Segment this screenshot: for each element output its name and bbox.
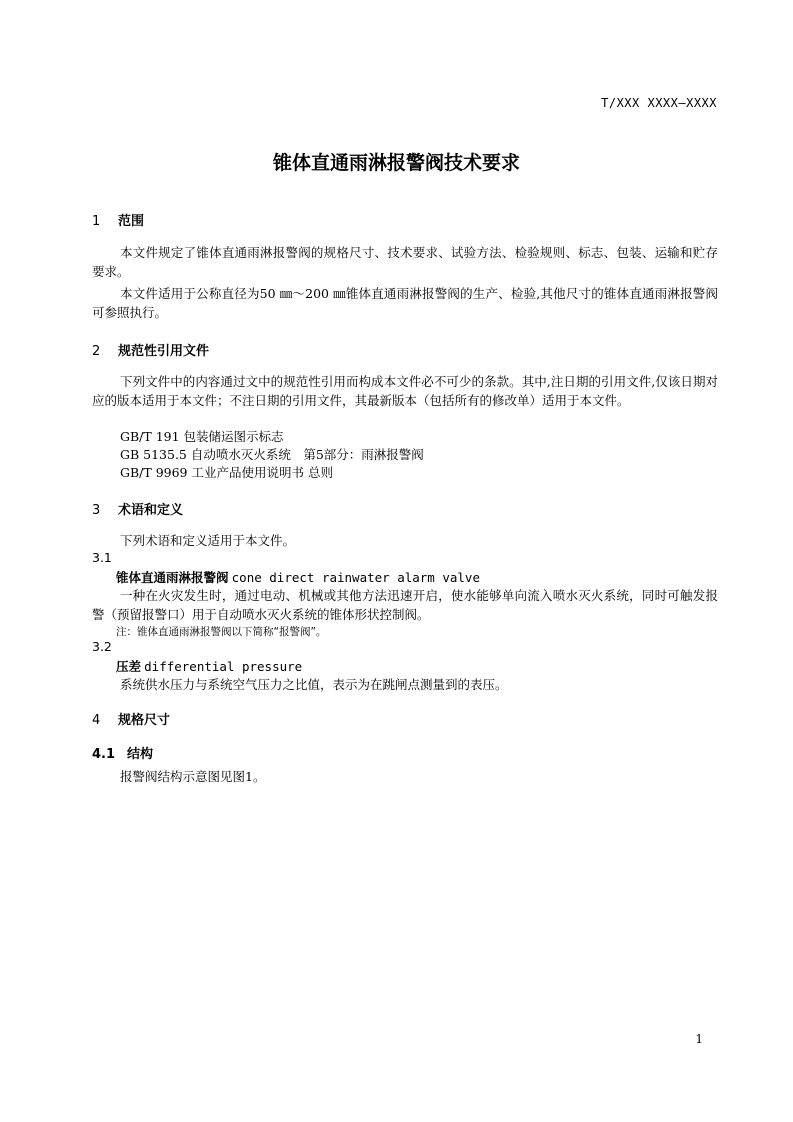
term-3-1-number: 3.1 [92, 550, 112, 565]
section-1-paragraph-2: 本文件适用于公称直径为50 ㎜～200 ㎜锥体直通雨淋报警阀的生产、检验,其他尺寸的锥体直通雨淋报警阀可参照执行。 [92, 286, 718, 320]
section-title: 术语和定义 [118, 503, 184, 518]
term-chinese-name: 锥体直通雨淋报警阀 [116, 570, 229, 585]
term-3-2-definition: 系统供水压力与系统空气压力之比值，表示为在跳闸点测量到的表压。 [120, 677, 508, 692]
section-1-heading [92, 210, 718, 229]
section-1-paragraph-1: 本文件规定了锥体直通雨淋报警阀的规格尺寸、技术要求、试验方法、检验规则、标志、包装、运输和贮存要求。 [92, 245, 718, 279]
term-3-1-note: 注：锥体直通雨淋报警阀以下简称“报警阀”。 [116, 626, 327, 638]
section-3-heading [92, 499, 718, 518]
term-3-2-number: 3.2 [92, 639, 112, 654]
reference-item: GB 5135.5 自动喷水灭火系统 第5部分：雨淋报警阀 [120, 447, 424, 462]
document-title: 锥体直通雨淋报警阀技术要求 [272, 152, 520, 174]
section-number: 3 [92, 503, 101, 518]
section-title: 范围 [118, 214, 145, 229]
subsection-number: 4.1 [92, 747, 116, 762]
reference-item: GB/T 191 包装储运图示标志 [120, 429, 284, 444]
section-number: 1 [92, 214, 101, 229]
term-3-2-title [92, 657, 742, 677]
section-title: 规格尺寸 [118, 713, 171, 728]
subsection-4-1-heading [92, 743, 718, 762]
section-2-heading [92, 340, 718, 359]
section-number: 2 [92, 344, 101, 359]
term-english-name: differential pressure [144, 659, 303, 674]
term-3-1-definition: 一种在火灾发生时，通过电动、机械或其他方法迅速开启，使水能够单向流入喷水灭火系统，同时可触发报警（预留报警口）用于自动喷水灭火系统的锥体形状控制阀。 [92, 588, 718, 622]
term-english-name: cone direct rainwater alarm valve [231, 570, 480, 585]
subsection-4-1-paragraph: 报警阀结构示意图见图1。 [120, 769, 266, 784]
reference-item: GB/T 9969 工业产品使用说明书 总则 [120, 465, 333, 480]
page-number: 1 [695, 1032, 703, 1046]
document-code: T/XXX XXXX—XXXX [601, 96, 717, 110]
section-4-heading [92, 709, 718, 728]
section-title: 规范性引用文件 [118, 344, 210, 359]
term-chinese-name: 压差 [116, 659, 142, 674]
section-2-paragraph-1: 下列文件中的内容通过文中的规范性引用而构成本文件必不可少的条款。其中,注日期的引用文件,仅该日期对应的版本适用于本文件；不注日期的引用文件，其最新版本（包括所有的修改单）适用于本文件。 [92, 374, 718, 408]
section-number: 4 [92, 713, 101, 728]
section-3-paragraph-1: 下列术语和定义适用于本文件。 [120, 533, 296, 548]
term-3-1-title [92, 568, 742, 588]
subsection-title: 结构 [127, 747, 154, 762]
